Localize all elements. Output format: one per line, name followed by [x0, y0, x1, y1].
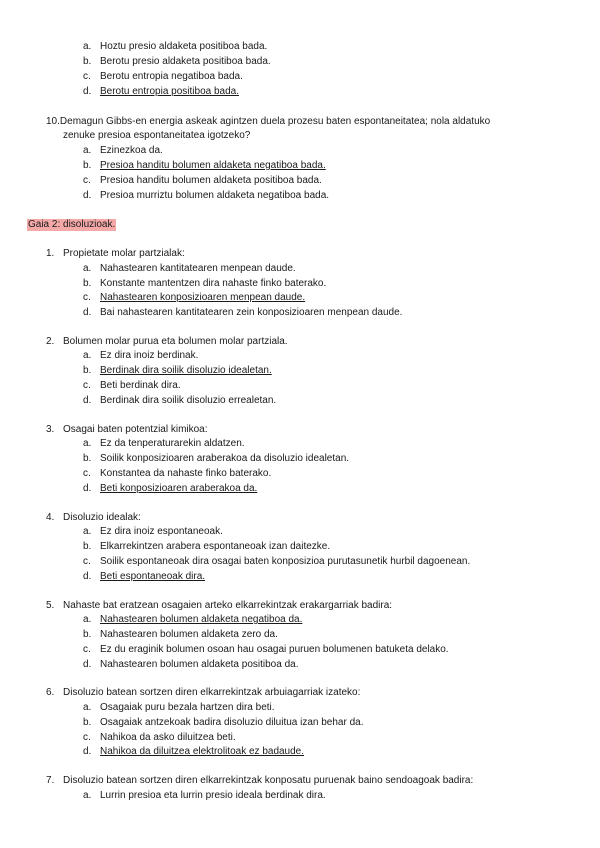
correct-answer: Beti konposizioaren araberakoa da. — [100, 483, 258, 494]
option-text: Nahastearen bolumen aldaketa positiboa da. — [100, 659, 299, 670]
option-text: Berotu presio aldaketa positiboa bada. — [100, 56, 271, 67]
option-text: Konstante mantentzen dira nahaste finko baterako. — [100, 278, 327, 289]
question-5: 5. Nahaste bat eratzean osagaien arteko elkarrekintzak erakargarriak badira: — [46, 600, 393, 611]
option-item: d. Nahikoa da diluitzea elektrolitoak ez badaude. — [83, 746, 305, 757]
correct-answer: Presioa handitu bolumen aldaketa negatiboa bada. — [100, 160, 326, 171]
option-item: a. Nahastearen bolumen aldaketa negatiboa da. — [83, 614, 303, 625]
option-item: a. Ezinezkoa da. — [83, 145, 163, 156]
option-item: c. Berotu entropia negatiboa bada. — [83, 71, 243, 82]
section-heading: Gaia 2: disoluzioak. — [28, 219, 116, 230]
option-item: b. Berotu presio aldaketa positiboa bada. — [83, 56, 271, 67]
option-item: a. Hoztu presio aldaketa positiboa bada. — [83, 41, 268, 52]
correct-answer: Berdinak dira soilik disoluzio idealetan. — [100, 365, 272, 376]
option-text: Nahikoa da asko diluitzea beti. — [100, 732, 236, 743]
correct-answer: Beti espontaneoak dira. — [100, 571, 206, 582]
option-item: c. Konstantea da nahaste finko baterako. — [83, 468, 272, 479]
option-text: Ez da tenperaturarekin aldatzen. — [100, 438, 245, 449]
option-text: Lurrin presioa eta lurrin presio ideala berdinak dira. — [100, 790, 326, 801]
option-item: d. Berdinak dira soilik disoluzio errealetan. — [83, 395, 277, 406]
option-item: a. Osagaiak puru bezala hartzen dira beti. — [83, 702, 275, 713]
option-text: Bai nahastearen kantitatearen zein konposizioaren menpean daude. — [100, 307, 403, 318]
question-text: Bolumen molar purua eta bolumen molar partziala. — [63, 336, 288, 347]
option-text: Berotu entropia negatiboa bada. — [100, 71, 243, 82]
option-item: b. Presioa handitu bolumen aldaketa negatiboa bada. — [83, 160, 326, 171]
option-text: Hoztu presio aldaketa positiboa bada. — [100, 41, 268, 52]
question-text: Disoluzio batean sortzen diren elkarrekintzak arbuiagarriak izateko: — [63, 687, 361, 698]
question-4: 4. Disoluzio idealak: — [46, 512, 141, 523]
question-number: 10. — [46, 116, 60, 127]
option-item: d. Beti konposizioaren araberakoa da. — [83, 483, 258, 494]
option-item: c. Ez du eraginik bolumen osoan hau osagai puruen bolumenen batuketa delako. — [83, 644, 449, 655]
option-item: d. Bai nahastearen kantitatearen zein konposizioaren menpean daude. — [83, 307, 403, 318]
option-text: Soilik espontaneoak dira osagai baten konposizioa purutasunetik hurbil dagoenean. — [100, 556, 471, 567]
option-item: a. Nahastearen kantitatearen menpean daude. — [83, 263, 296, 274]
option-text: Nahastearen kantitatearen menpean daude. — [100, 263, 296, 274]
question-3: 3. Osagai baten potentzial kimikoa: — [46, 424, 208, 435]
option-text: Berdinak dira soilik disoluzio errealetan. — [100, 395, 277, 406]
option-item: b. Elkarrekintzen arabera espontaneoak izan daitezke. — [83, 541, 331, 552]
option-text: Konstantea da nahaste finko baterako. — [100, 468, 272, 479]
option-item: d. Presioa murriztu bolumen aldaketa negatiboa bada. — [83, 190, 330, 201]
option-item: a. Lurrin presioa eta lurrin presio ideala berdinak dira. — [83, 790, 326, 801]
option-text: Osagaiak antzekoak badira disoluzio diluitua izan behar da. — [100, 717, 364, 728]
option-item: b. Nahastearen bolumen aldaketa zero da. — [83, 629, 278, 640]
option-item: c. Nahastearen konposizioaren menpean daude. — [83, 292, 306, 303]
option-item: d. Beti espontaneoak dira. — [83, 571, 206, 582]
option-text: Presioa handitu bolumen aldaketa positiboa bada. — [100, 175, 322, 186]
option-text: Osagaiak puru bezala hartzen dira beti. — [100, 702, 275, 713]
option-text: Ez dira inoiz berdinak. — [100, 350, 199, 361]
option-item: a. Ez da tenperaturarekin aldatzen. — [83, 438, 245, 449]
question-10 — [46, 116, 490, 128]
option-item: d. Nahastearen bolumen aldaketa positiboa da. — [83, 659, 299, 670]
correct-answer: Nahastearen konposizioaren menpean daude. — [100, 292, 306, 303]
option-item: b. Konstante mantentzen dira nahaste finko baterako. — [83, 278, 327, 289]
option-item: b. Berdinak dira soilik disoluzio idealetan. — [83, 365, 272, 376]
question-6: 6. Disoluzio batean sortzen diren elkarrekintzak arbuiagarriak izateko: — [46, 687, 361, 698]
option-text: Elkarrekintzen arabera espontaneoak izan daitezke. — [100, 541, 331, 552]
question-text: Disoluzio batean sortzen diren elkarrekintzak konposatu puruenak baino sendoagoak badira: — [63, 775, 474, 786]
question-text: Disoluzio idealak: — [63, 512, 141, 523]
question-text-continued: zenuke presioa espontaneitatea igotzeko? — [63, 130, 251, 141]
option-text: Presioa murriztu bolumen aldaketa negatiboa bada. — [100, 190, 330, 201]
option-item: c. Presioa handitu bolumen aldaketa positiboa bada. — [83, 175, 322, 186]
option-text: Ez dira inoiz espontaneoak. — [100, 526, 223, 537]
correct-answer: Nahastearen bolumen aldaketa negatiboa da. — [100, 614, 303, 625]
question-2: 2. Bolumen molar purua eta bolumen molar partziala. — [46, 336, 288, 347]
question-text: Propietate molar partzialak: — [63, 248, 185, 259]
option-text: Beti berdinak dira. — [100, 380, 181, 391]
option-text: Ez du eraginik bolumen osoan hau osagai puruen bolumenen batuketa delako. — [100, 644, 449, 655]
question-1: 1. Propietate molar partzialak: — [46, 248, 185, 259]
correct-answer: Nahikoa da diluitzea elektrolitoak ez badaude. — [100, 746, 305, 757]
question-text: Nahaste bat eratzean osagaien arteko elkarrekintzak erakargarriak badira: — [63, 600, 393, 611]
option-item: a. Ez dira inoiz berdinak. — [83, 350, 199, 361]
question-text: Osagai baten potentzial kimikoa: — [63, 424, 208, 435]
question-text: Demagun Gibbs-en energia askeak agintzen duela prozesu baten espontaneitatea; nola aldatuko — [59, 116, 491, 127]
option-item: c. Beti berdinak dira. — [83, 380, 181, 391]
option-item: b. Soilik konposizioaren araberakoa da disoluzio idealetan. — [83, 453, 350, 464]
option-item: b. Osagaiak antzekoak badira disoluzio diluitua izan behar da. — [83, 717, 364, 728]
option-text: Ezinezkoa da. — [100, 145, 163, 156]
option-text: Soilik konposizioaren araberakoa da disoluzio idealetan. — [100, 453, 350, 464]
option-item: c. Nahikoa da asko diluitzea beti. — [83, 732, 236, 743]
correct-answer: Berotu entropia positiboa bada. — [100, 86, 239, 97]
option-item: c. Soilik espontaneoak dira osagai baten konposizioa purutasunetik hurbil dagoenean. — [83, 556, 471, 567]
option-item: d. Berotu entropia positiboa bada. — [83, 86, 239, 97]
option-item: a. Ez dira inoiz espontaneoak. — [83, 526, 223, 537]
option-text: Nahastearen bolumen aldaketa zero da. — [100, 629, 278, 640]
question-7: 7. Disoluzio batean sortzen diren elkarrekintzak konposatu puruenak baino sendoagoak badira: — [46, 775, 474, 786]
